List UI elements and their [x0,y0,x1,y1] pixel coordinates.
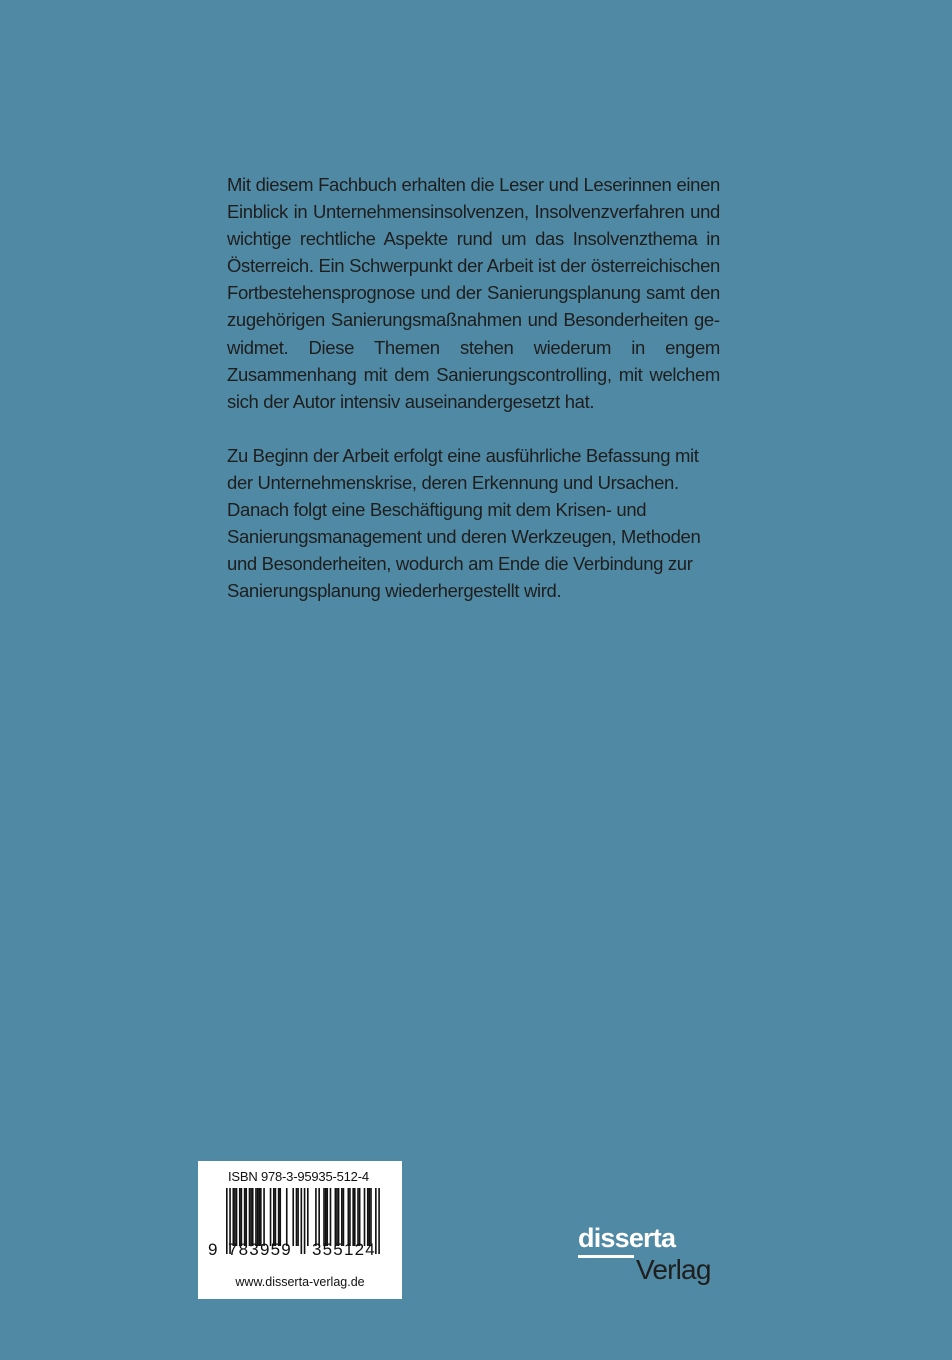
barcode-bar [244,1188,246,1246]
barcode-bar [263,1188,265,1246]
barcode-bar [378,1188,380,1254]
barcode-bar [369,1188,371,1246]
barcode-bar [250,1188,252,1246]
barcode-bar [359,1188,361,1246]
barcode-bar [273,1188,275,1246]
barcode-bar [326,1188,328,1246]
barcode-bar [245,1188,247,1246]
blurb-paragraph-2: Zu Beginn der Arbeit erfolgt eine ausführliche Befassung mit der Unternehmenskrise, deren Erkennung und Ursachen. Danach folgt eine Beschäftigung mit dem Krisen- und Sanierungsmanagement und deren Werkzeugen, Methoden und Besonderheiten, wodurch am Ende die Verbindung zur Sanierungsplanung wiederhergestellt wird. [227,444,701,602]
blurb-paragraph-1: Mit diesem Fachbuch erhalten die Leser und Leserinnen einen Einblick in Unternehmensinsolvenzen, Insolvenzverfahren und wichtige rechtliche Aspekte rund um das Insolvenzthema in Österreich. Ein Schwerpunkt der Arbeit ist der österreichischen Fortbestehensprognose und der Sanierungsplanung samt den zugehörigen Sanierungsmaßnahmen und Besonderheiten gewidmet. Diese Themen stehen wiederum in engem Zusammenhang mit dem Sanierungscontrolling, mit welchem sich der Autor intensiv auseinandergesetzt hat. [227,174,720,412]
barcode-bar [370,1188,372,1246]
barcode-bar [270,1188,272,1246]
barcode-bar [241,1188,243,1246]
barcode-bar [249,1188,251,1246]
barcode-bar [364,1188,366,1246]
barcode-bar [341,1188,343,1246]
barcode-digits-right: 355124 [312,1240,376,1259]
barcode-bar [315,1188,317,1246]
barcode-bar [275,1188,277,1246]
barcode-bar [325,1188,327,1246]
logo-rule [578,1255,634,1258]
barcode-bar [330,1188,332,1246]
barcode-digit-lead: 9 [208,1240,218,1259]
barcode-bar [318,1188,320,1246]
barcode-bar [296,1188,298,1246]
barcode-bar [286,1188,288,1246]
publisher-logo [578,1223,728,1293]
barcode-bar [336,1188,338,1246]
barcode-bar [348,1188,350,1246]
barcode-bar [349,1188,351,1246]
logo-word-disserta: disserta [578,1223,676,1253]
barcode-bar [257,1188,259,1246]
logo-word-verlag: Verlag [636,1254,711,1285]
barcode-bar [367,1188,369,1246]
barcode-bar [297,1188,299,1246]
barcode-bar [301,1188,303,1254]
barcode-bar [335,1188,337,1246]
isbn-barcode [198,1161,402,1299]
barcode-bar [323,1188,325,1246]
barcode-bar [260,1188,262,1246]
barcode-bar [232,1188,234,1246]
barcode-bar [255,1188,257,1246]
isbn-label: ISBN 978-3-95935-512-4 [228,1169,369,1184]
barcode-bar [343,1188,345,1246]
barcode-bar [234,1188,236,1246]
barcode-bar [239,1188,241,1246]
barcode-bar [354,1188,356,1246]
barcode-digits-left: 783959 [228,1240,292,1259]
barcode-bar [307,1188,309,1246]
barcode-bar [292,1188,294,1246]
blurb-text [227,171,720,604]
barcode-bar [304,1188,306,1254]
barcode-bar [352,1188,354,1246]
barcode-bar [357,1188,359,1246]
barcode-bar [236,1188,238,1246]
barcode-bar [279,1188,281,1246]
barcode-bar [338,1188,340,1246]
barcode-bar [258,1188,260,1246]
barcode-bar [252,1188,254,1246]
publisher-url: www.disserta-verlag.de [235,1275,365,1289]
barcode-bar [278,1188,280,1246]
